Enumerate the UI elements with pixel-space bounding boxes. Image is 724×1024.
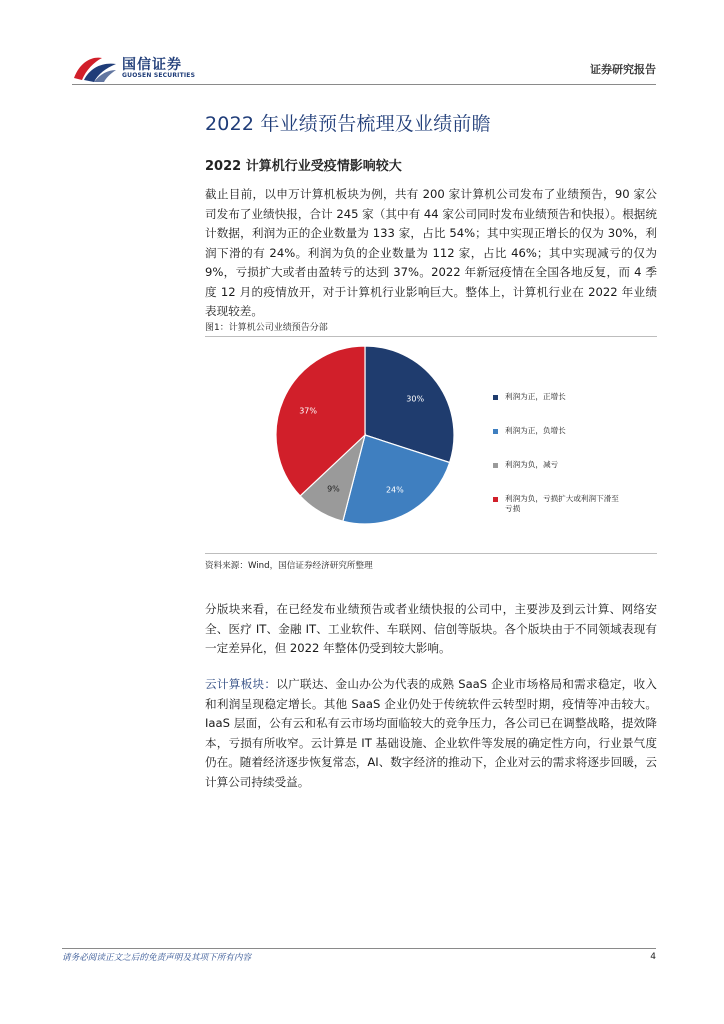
disclaimer-note[interactable]: 请务必阅读正文之后的免责声明及其项下所有内容 [62,953,252,963]
legend-item-0 [493,392,653,426]
legend-label-1: 利润为正，负增长 [505,426,566,435]
legend-item-1 [493,426,653,460]
pie-label-0: 30% [406,394,425,404]
logo-text-en: GUOSEN SECURITIES [122,72,196,79]
paragraph-sectors: 分版块来看，在已经发布业绩预告或者业绩快报的公司中，主要涉及到云计算、网络安全、医疗 IT、金融 IT、工业软件、车联网、信创等版块。各个版块由于不同领域表现有一定差异化，但 2022 年整体仍受到较大影响。 [205,602,657,655]
figure-bottom-rule [205,553,657,554]
legend-swatch-0 [493,395,498,400]
figure-top-rule [205,336,657,337]
legend-item-3 [493,494,653,528]
header-divider [72,84,656,85]
legend-swatch-1 [493,429,498,434]
pie-chart [205,340,657,550]
pie-label-2: 9% [327,484,340,494]
page-number: 4 [650,952,656,962]
guosen-logo [72,50,202,86]
legend-label-0: 利润为正，正增长 [505,392,566,401]
paragraph-overview: 截止目前，以申万计算机板块为例，共有 200 家计算机公司发布了业绩预告，90 家公司发布了业绩快报，合计 245 家（其中有 44 家公司同时发布业绩预告和快报）。根据统计数据，利润为正的企业数量为 133 家，占比 54%；其中实现正增长的仅为 30%，利润下滑的有 24%。利润为负的企业数量为 112 家，占比 46%；其中实现减亏的仅为 9%，亏损扩大或者由盈转亏的达到 37%。2022 年新冠疫情在全国各地反复，而 4 季度 12 月的疫情放开，对于计算机行业影响巨大。整体上，计算机行业在 2022 年业绩表现较差。 [205,187,657,318]
paragraph-cloud-lead: 云计算板块： [205,677,277,691]
footer-divider [62,948,656,949]
legend-swatch-2 [493,463,498,468]
legend-label-3: 利润为负，亏损扩大或利润下滑至亏损 [505,494,619,513]
figure-source: 资料来源：Wind，国信证券经济研究所整理 [205,561,373,571]
section-title: 2022 年业绩预告梳理及业绩前瞻 [205,113,491,135]
chart-legend [493,392,653,528]
pie-label-3: 37% [299,406,317,416]
legend-swatch-3 [493,497,498,502]
pie-label-1: 24% [385,485,404,495]
legend-item-2 [493,460,653,494]
guosen-logo-icon [72,52,118,84]
paragraph-cloud-body: 以广联达、金山办公为代表的成熟 SaaS 企业市场格局和需求稳定，收入和利润呈现稳定增长。其他 SaaS 企业仍处于传统软件云转型时期，疫情等冲击较大。IaaS 层面，公有云和私有云市场均面临较大的竞争压力，各公司已在调整战略，提效降本，亏损有所收窄。云计算是 IT 基础设施、企业软件等发展的确定性方向，行业景气度仍在。随着经济逐步恢复常态，AI、数字经济的推动下，企业对云的需求将逐步回暖，云计算公司持续受益。 [205,677,657,789]
figure-title: 图1：计算机公司业绩预告分部 [205,323,328,333]
section-subtitle: 2022 计算机行业受疫情影响较大 [205,159,402,174]
page-header [0,0,724,90]
paragraph-cloud [205,675,657,792]
legend-label-2: 利润为负，减亏 [505,460,559,469]
report-type-label: 证券研究报告 [590,63,656,76]
logo-text-cn: 国信证券 [122,57,182,73]
